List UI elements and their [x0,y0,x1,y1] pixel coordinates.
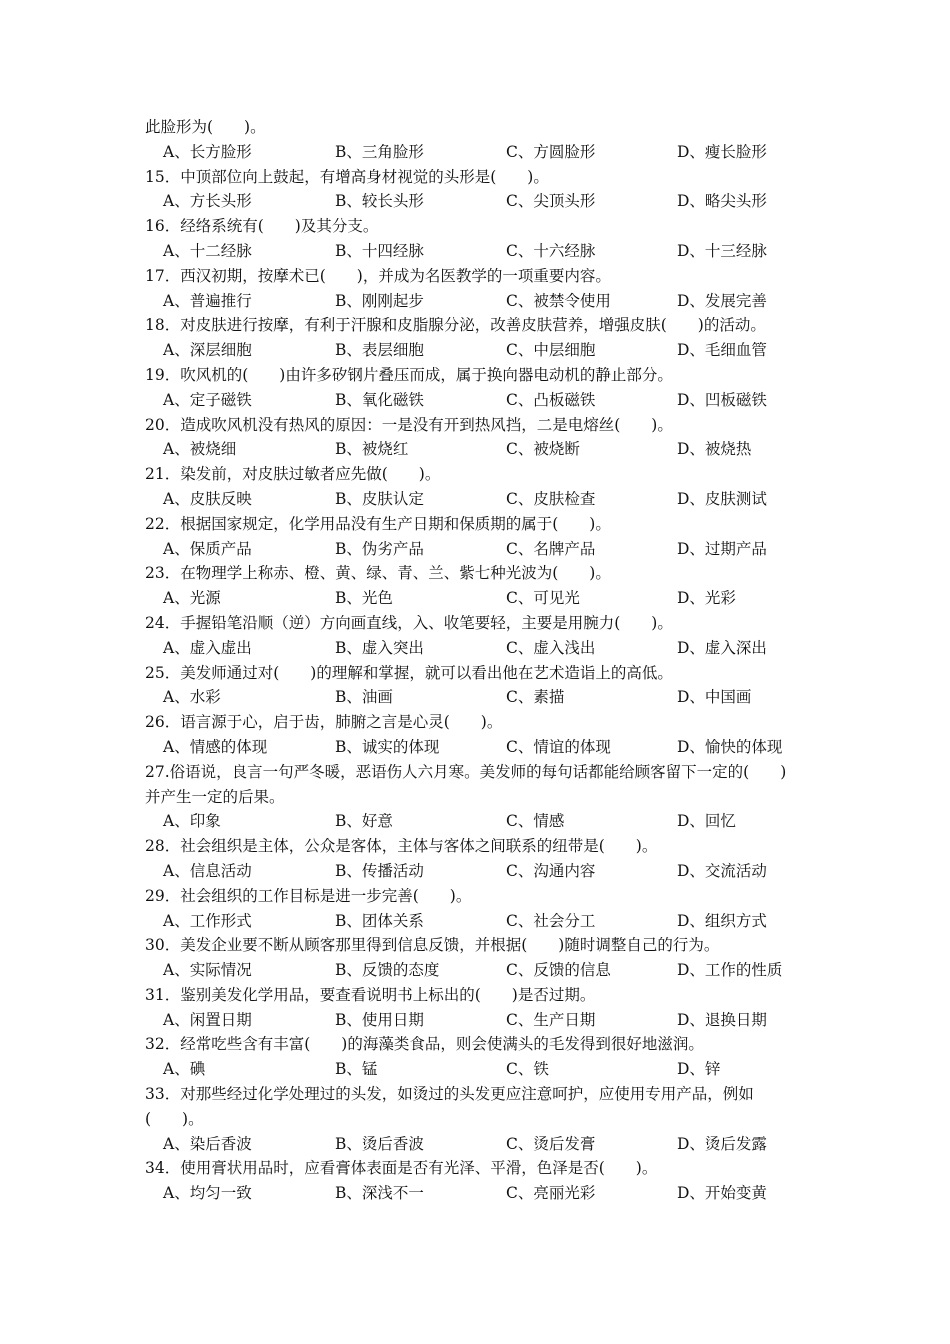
question-text: 18．对皮肤进行按摩，有利于汗腺和皮脂腺分泌，改善皮肤营养，增强皮肤( )的活动。 [145,316,766,335]
question-item [145,214,825,264]
option-b: B、好意 [335,812,393,831]
option-d: D、凹板磁铁 [677,390,767,409]
question-item [145,165,825,215]
question-text: 25．美发师通过对( )的理解和掌握，就可以看出他在艺术造诣上的高低。 [145,663,673,682]
option-a: A、被烧细 [163,440,237,459]
option-row [145,1008,825,1033]
option-row [145,189,825,214]
question-item [145,1082,825,1156]
question-item [145,611,825,661]
option-a: A、光源 [163,589,221,608]
option-d: D、过期产品 [677,539,767,558]
option-row [145,1132,825,1157]
question-item [145,512,825,562]
option-a: A、闲置日期 [163,1010,252,1029]
option-b: B、三角脸形 [335,142,424,161]
question-text: 16．经络系统有( )及其分支。 [145,217,379,236]
option-c: C、生产日期 [506,1010,596,1029]
option-b: B、表层细胞 [335,341,424,360]
option-row [145,388,825,413]
question-text: 17．西汉初期，按摩术已( )，并成为名医教学的一项重要内容。 [145,266,611,285]
option-row [145,859,825,884]
question-text: 15．中顶部位向上鼓起，有增高身材视觉的头形是( )。 [145,167,549,186]
option-d: D、十三经脉 [677,241,767,260]
option-b: B、锰 [335,1060,378,1079]
option-d: D、发展完善 [677,291,767,310]
option-c: C、情谊的体现 [506,737,611,756]
option-b: B、传播活动 [335,861,424,880]
option-d: D、回忆 [677,812,736,831]
option-c: C、被烧断 [506,440,580,459]
question-item [145,264,825,314]
option-b: B、深浅不一 [335,1184,424,1203]
question-item [145,561,825,611]
option-a: A、定子磁铁 [163,390,252,409]
option-d: D、开始变黄 [677,1184,767,1203]
option-row [145,909,825,934]
question-text: 29．社会组织的工作目标是进一步完善( )。 [145,886,472,905]
document-page [145,115,825,1206]
option-b: B、光色 [335,589,393,608]
option-c: C、素描 [506,688,565,707]
question-item [145,983,825,1033]
question-text: 22．根据国家规定，化学用品没有生产日期和保质期的属于( )。 [145,514,611,533]
question-list [145,165,825,1206]
option-a: A、普遍推行 [163,291,252,310]
option-d: D、退换日期 [677,1010,767,1029]
question-continuation: 此脸形为( )。 [145,118,266,136]
option-row [145,958,825,983]
question-item [145,462,825,512]
option-c: C、铁 [506,1060,549,1079]
option-b: B、刚刚起步 [335,291,424,310]
option-c: C、反馈的信息 [506,961,611,980]
option-d: D、皮肤测试 [677,489,767,508]
option-d: D、锌 [677,1060,721,1079]
option-b: B、虚入突出 [335,638,424,657]
option-a: A、水彩 [163,688,221,707]
option-row [145,809,825,834]
option-a: A、均匀一致 [163,1184,252,1203]
option-b: B、氧化磁铁 [335,390,424,409]
question-item [145,363,825,413]
option-row [145,487,825,512]
option-c: C、十六经脉 [506,241,596,260]
option-d: D、烫后发露 [677,1134,767,1153]
option-c: C、名牌产品 [506,539,596,558]
question-item [145,1032,825,1082]
option-d: D、略尖头形 [677,192,767,211]
option-c: C、可见光 [506,589,580,608]
option-c: C、虚入浅出 [506,638,596,657]
question-text: 19．吹风机的( )由许多矽钢片叠压而成，属于换向器电动机的静止部分。 [145,365,673,384]
question-text-continued: 并产生一定的后果。 [145,787,285,806]
option-row [145,239,825,264]
question-item [145,884,825,934]
option-c: C、方圆脸形 [506,142,596,161]
option-row [145,338,825,363]
option-row [145,735,825,760]
question-item [145,661,825,711]
option-row [145,537,825,562]
option-d: D、组织方式 [677,911,767,930]
question-text: 30．美发企业要不断从顾客那里得到信息反馈，并根据( )随时调整自己的行为。 [145,936,720,955]
option-c: C、中层细胞 [506,341,596,360]
question-text: 21．染发前，对皮肤过敏者应先做( )。 [145,465,441,484]
question-text: 34．使用膏状用品时，应看膏体表面是否有光泽、平滑，色泽是否( )。 [145,1159,658,1178]
option-row [145,437,825,462]
option-a: A、信息活动 [163,861,252,880]
option-b: B、十四经脉 [335,241,424,260]
option-d: D、工作的性质 [677,961,783,980]
option-a: A、保质产品 [163,539,252,558]
option-row [145,586,825,611]
option-c: C、情感 [506,812,565,831]
option-d: D、被烧热 [677,440,752,459]
option-b: B、诚实的体现 [335,737,440,756]
option-a: A、深层细胞 [163,341,252,360]
option-a: A、虚入虚出 [163,638,252,657]
option-row [145,1057,825,1082]
option-c: C、皮肤检查 [506,489,596,508]
option-d: D、瘦长脸形 [677,142,767,161]
option-b: B、较长头形 [335,192,424,211]
question-text: 23．在物理学上称赤、橙、黄、绿、青、兰、紫七种光波为( )。 [145,564,611,583]
question-text: 33．对那些经过化学处理过的头发，如烫过的头发更应注意呵护，应使用专用产品，例如 [145,1085,754,1104]
option-a: A、染后香波 [163,1134,252,1153]
option-d: D、愉快的体现 [677,737,783,756]
option-b: B、被烧红 [335,440,409,459]
question-item [145,710,825,760]
option-row [145,289,825,314]
option-a: A、实际情况 [163,961,252,980]
question-text: 27.俗语说，良言一句严冬暖，恶语伤人六月寒。美发师的每句话都能给顾客留下一定的( ) [145,762,787,781]
question-text: 28．社会组织是主体，公众是客体，主体与客体之间联系的纽带是( )。 [145,837,658,856]
option-b: B、皮肤认定 [335,489,424,508]
option-d: D、虚入深出 [677,638,767,657]
option-c: C、尖顶头形 [506,192,596,211]
option-d: D、中国画 [677,688,752,707]
question-item [145,760,825,834]
option-row [145,636,825,661]
question-item [145,933,825,983]
option-row [145,1181,825,1206]
option-a: A、十二经脉 [163,241,252,260]
option-a: A、皮肤反映 [163,489,252,508]
option-b: B、团体关系 [335,911,424,930]
option-c: C、凸板磁铁 [506,390,596,409]
question-text: 20．造成吹风机没有热风的原因：一是没有开到热风挡，二是电熔丝( )。 [145,415,673,434]
option-a: A、长方脸形 [163,142,252,161]
option-b: B、使用日期 [335,1010,424,1029]
question-item [145,1156,825,1206]
question-text: 24．手握铅笔沿顺（逆）方向画直线，入、收笔要轻，主要是用腕力( )。 [145,613,673,632]
option-d: D、交流活动 [677,861,767,880]
option-c: C、烫后发膏 [506,1134,596,1153]
option-c: C、沟通内容 [506,861,596,880]
option-d: D、光彩 [677,589,736,608]
option-b: B、反馈的态度 [335,961,440,980]
option-d: D、毛细血管 [677,341,767,360]
option-b: B、伪劣产品 [335,539,424,558]
question-item [145,413,825,463]
option-c: C、亮丽光彩 [506,1184,596,1203]
option-b: B、烫后香波 [335,1134,424,1153]
option-b: B、油画 [335,688,393,707]
option-a: A、情感的体现 [163,737,268,756]
question-item [145,313,825,363]
question-item [145,834,825,884]
option-c: C、被禁令使用 [506,291,611,310]
option-row [145,685,825,710]
option-a: A、碘 [163,1060,206,1079]
option-a: A、方长头形 [163,192,252,211]
question-text: 32．经常吃些含有丰富( )的海藻类食品，则会使满头的毛发得到很好地滋润。 [145,1035,704,1054]
option-row [145,140,825,165]
question-text-continued: ( )。 [145,1109,204,1128]
question-text: 31．鉴别美发化学用品，要查看说明书上标出的( )是否过期。 [145,985,596,1004]
question-text: 26．语言源于心，启于齿，肺腑之言是心灵( )。 [145,713,503,732]
option-a: A、印象 [163,812,221,831]
option-a: A、工作形式 [163,911,252,930]
option-c: C、社会分工 [506,911,596,930]
